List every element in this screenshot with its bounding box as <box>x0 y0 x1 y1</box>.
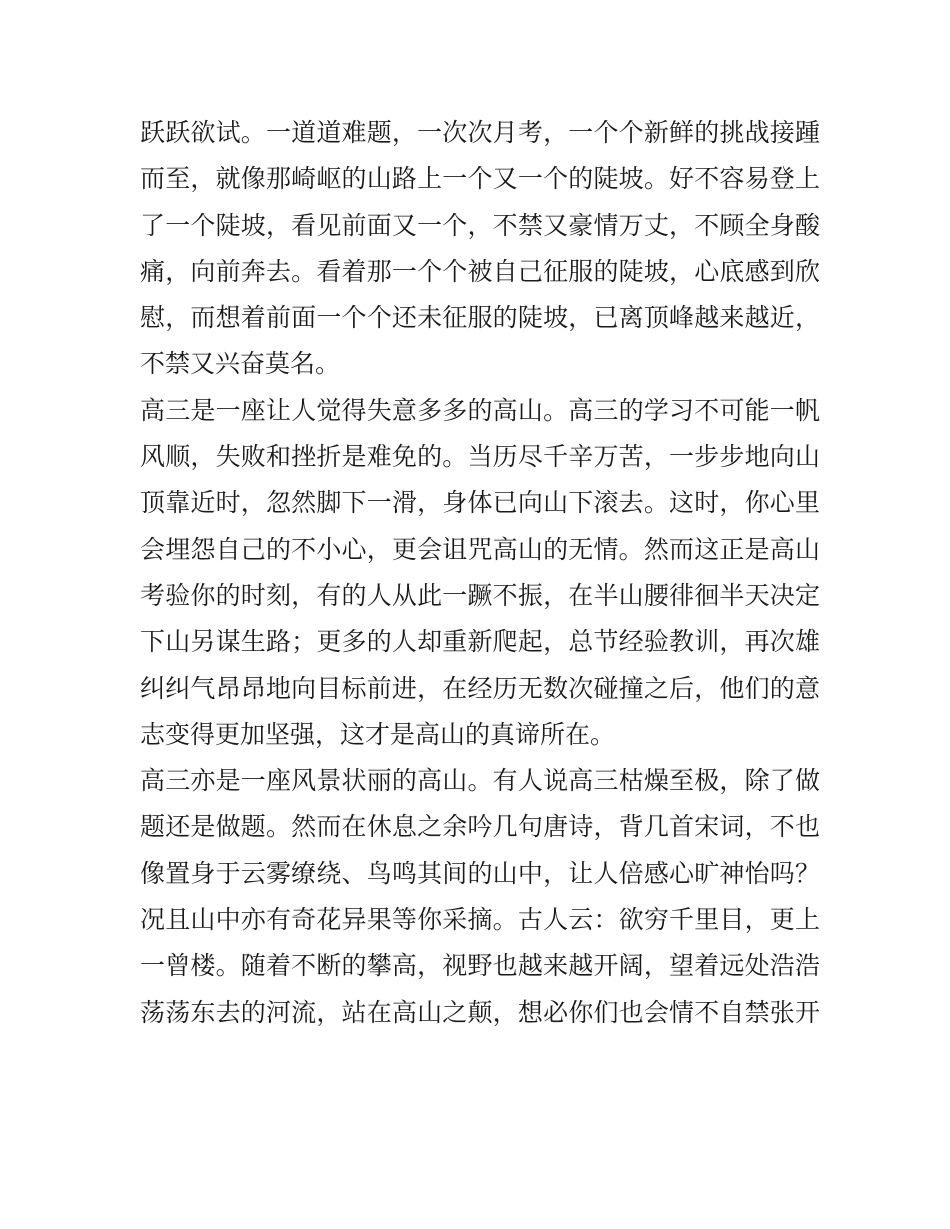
text-line-14: 志变得更加坚强，这才是高山的真谛所在。 <box>140 719 616 749</box>
text-line-11: 考验你的时刻，有的人从此一蹶不振，在半山腰徘徊半天决定 <box>140 580 820 610</box>
text-line-4: 痛，向前奔去。看着那一个个被自己征服的陡坡，心底感到欣 <box>140 256 820 286</box>
text-line-8: 风顺，失败和挫折是难免的。当历尽千辛万苦，一步步地向山 <box>140 442 820 472</box>
text-line-17: 像置身于云雾缭绕、鸟鸣其间的山中，让人倍感心旷神怡吗？ <box>140 858 820 888</box>
text-line-9: 顶靠近时，忽然脚下一滑，身体已向山下滚去。这时，你心里 <box>140 488 820 518</box>
text-line-2: 而至，就像那崎岖的山路上一个又一个的陡坡。好不容易登上 <box>140 164 820 194</box>
text-line-12: 下山另谋生路；更多的人却重新爬起，总节经验教训，再次雄 <box>140 627 820 657</box>
text-line-18: 况且山中亦有奇花异果等你采摘。古人云：欲穷千里目，更上 <box>140 905 820 935</box>
text-line-13: 纠纠气昂昂地向目标前进，在经历无数次碰撞之后，他们的意 <box>140 673 820 703</box>
text-line-10: 会埋怨自己的不小心，更会诅咒高山的无情。然而这正是高山 <box>140 534 820 564</box>
text-line-19: 一曾楼。随着不断的攀高，视野也越来越开阔，望着远处浩浩 <box>140 951 820 981</box>
text-line-20: 荡荡东去的河流，站在高山之颠，想必你们也会情不自禁张开 <box>140 997 820 1027</box>
text-line-1: 跃跃欲试。一道道难题，一次次月考，一个个新鲜的挑战接踵 <box>140 118 820 147</box>
text-line-16: 题还是做题。然而在休息之余吟几句唐诗，背几首宋词，不也 <box>140 812 820 842</box>
text-line-3: 了一个陡坡，看见前面又一个，不禁又豪情万丈，不顾全身酸 <box>140 210 820 240</box>
text-line-15: 高三亦是一座风景状丽的高山。有人说高三枯燥至极，除了做 <box>140 766 820 796</box>
body-text <box>140 110 820 1036</box>
text-line-5: 慰，而想着前面一个个还未征服的陡坡，已离顶峰越来越近， <box>140 303 820 333</box>
text-line-6: 不禁又兴奋莫名。 <box>140 349 341 379</box>
text-line-7: 高三是一座让人觉得失意多多的高山。高三的学习不可能一帆 <box>140 395 820 425</box>
